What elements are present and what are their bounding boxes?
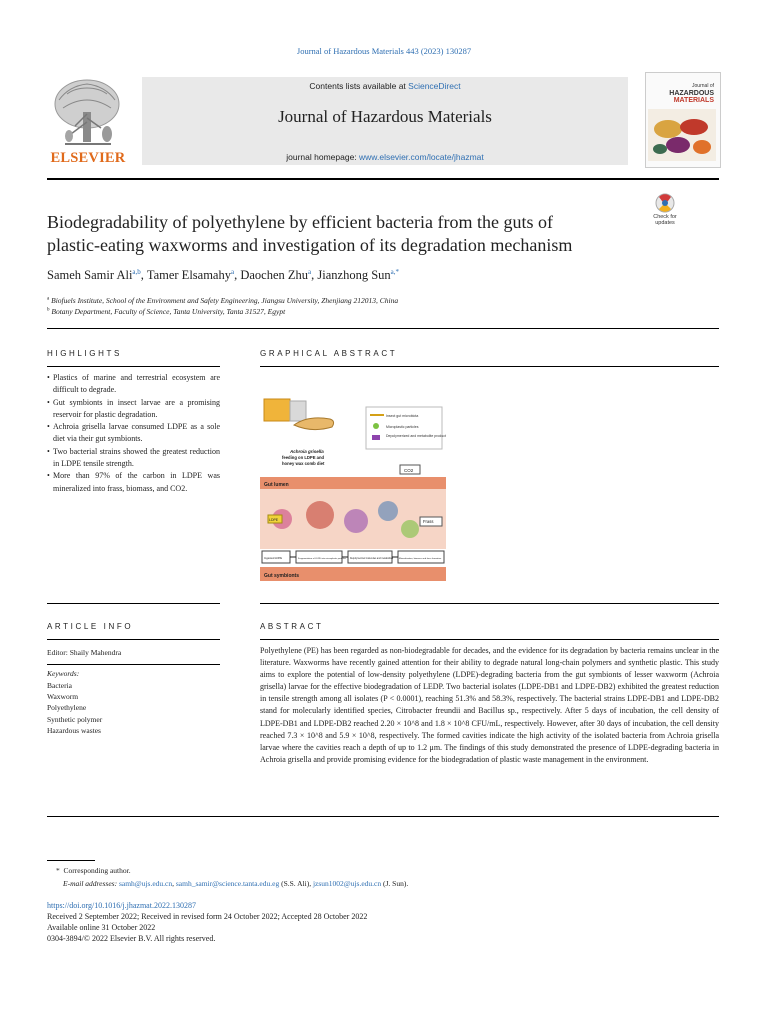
keyword: Polyethylene [47, 703, 87, 713]
footnote-rule [47, 860, 95, 861]
graphical-abstract-bottom-rule [260, 603, 719, 604]
ga-step-3: Depolymerized molecules and metabolites [350, 558, 394, 560]
article-frontmatter [47, 900, 367, 944]
header-rule [47, 178, 719, 180]
highlight-item: • Gut symbionts in insect larvae are a promising reservoir for plastic degradation. [47, 397, 220, 422]
keyword: Synthetic polymer [47, 714, 103, 724]
abstract-heading: ABSTRACT [260, 622, 324, 631]
available-online: Available online 31 October 2022 [47, 923, 156, 932]
keyword: Waxworm [47, 692, 79, 702]
cover-artwork [648, 109, 716, 161]
contents-line [142, 81, 628, 91]
homepage-line [142, 152, 628, 162]
received-dates: Received 2 September 2022; Received in revised form 24 October 2022; Accepted 28 October 2022 [47, 912, 368, 921]
article-title: Biodegradability of polyethylene by efficient bacteria from the guts of plastic-eating waxworms and investigation of its degradation mechanism [47, 212, 573, 255]
editor-rule [47, 664, 220, 665]
corresponding-author-note: * Corresponding author. [56, 866, 131, 875]
abstract-text: Polyethylene (PE) has been regarded as non-biodegradable for decades, and the evidence for its degradation by bacteria remains unclear in the literature. Waxworms have recently gained attention for their ability to degrade natural long-chain polymers and synthetic plastic. This study aims to explore the potential of low-density polyethylene (LDPE)-degrading bacteria from the gut symbionts of lesser waxworm (Achroia grisella) larvae for the effective biodegradation of LEDP. Two bacterial isolates (LDPE-DB1 and LDPE-DB2) exhibited the greatest reduction in tensile strength among all isolates (P < 0.0001), reaching 51.3% and 58.3%, respectively. The bacterial strains LDPE-DB1 and LDPE-DB2 stand for molecularly identified species, Citrobacter freundii and Bacillus sp., respectively. After 5 days of incubation, the cell density of LDPE-DB1 and LDPE-DB2 reached 2.20 × 10^8 and 1.8 × 10^8 CFU/mL, respectively. However, after 30 days of incubation, the cell density reached 7.3 × 10^8 and 5.9 × 10^8, respectively. The formed cavities indicate the high activity of the isolated bacteria from Achroia grisella larvae where the cavities reach a depth of up to 1.2 μm. The findings of this study demonstrated the presence of LDPE-degrading bacteria in Achroia grisella and provide promising evidence for the biodegradation of plastic waste management in the environment. [260, 646, 719, 764]
ga-ldpe: LDPE [269, 518, 279, 522]
copyright: 0304-3894/© 2022 Elsevier B.V. All rights reserved. [47, 934, 216, 943]
ga-larva-label-1: Achroia grisella [290, 449, 324, 454]
ga-legend-2: Microplastic particles [386, 425, 419, 429]
author-name[interactable]: Jianzhong Sun [317, 268, 391, 283]
author-list: Sameh Samir Ali$^{a,b}$, Tamer Elsamahy$^a$, Daochen Zhu$^a$, Jianzhong Sun$^{a,*}$ [47, 268, 400, 283]
highlights-list [47, 372, 220, 495]
email-link[interactable]: samh@ujs.edu.cn [118, 879, 173, 888]
ga-frass: Frass [423, 519, 434, 524]
ga-step-4: Mineralization, biomass and frass formation [399, 558, 442, 560]
author-name[interactable]: Daochen Zhu [240, 268, 309, 283]
journal-citation[interactable]: Journal of Hazardous Materials 443 (2023) 130287 [296, 46, 472, 56]
highlights-heading: HIGHLIGHTS [47, 349, 122, 358]
highlight-item: • Plastics of marine and terrestrial ecosystem are difficult to degrade. [47, 372, 220, 397]
graphical-abstract-heading: GRAPHICAL ABSTRACT [260, 349, 398, 358]
email-link[interactable]: jzsun1002@ujs.edu.cn [312, 879, 382, 888]
email-addresses: E-mail addresses: samh@ujs.edu.cn, samh_samir@science.tanta.edu.eg (S.S. Ali), jzsun1002@ujs.edu.cn (J. Sun). [63, 879, 409, 888]
author-affiliation-mark[interactable]: a,b [132, 268, 141, 276]
article-info-heading: ARTICLE INFO [47, 622, 134, 631]
doi-link[interactable]: https://doi.org/10.1016/j.jhazmat.2022.130287 [47, 901, 196, 910]
email-link[interactable]: samh_samir@science.tanta.edu.eg [175, 879, 280, 888]
keyword: Hazardous wastes [47, 725, 101, 735]
keyword: Bacteria [47, 681, 72, 690]
keywords-list [47, 680, 102, 736]
journal-homepage-link[interactable]: www.elsevier.com/locate/jhazmat [359, 152, 484, 162]
journal-cover-thumbnail[interactable] [645, 72, 721, 168]
check-for-updates-label: Check for updates [653, 214, 677, 226]
contents-prefix: Contents lists available at [309, 81, 409, 91]
article-info-rule [47, 639, 220, 640]
highlight-item: • Achroia grisella larvae consumed LDPE as a sole diet via their gut symbionts. [47, 421, 220, 446]
ga-legend-3: Depolymerized and metabolite products [386, 434, 446, 438]
ga-gut-symbionts: Gut symbionts [264, 573, 300, 579]
author-affiliation-mark[interactable]: a [308, 268, 312, 276]
graphical-abstract-rule [260, 366, 719, 367]
elsevier-wordmark: ELSEVIER [50, 150, 126, 166]
affiliation-a: $^a$ Biofuels Institute, School of the Environment and Safety Engineering, Jiangsu University, Zhenjiang 212013, China [47, 296, 399, 305]
ga-gut-lumen: Gut lumen [264, 482, 289, 488]
editor-line: Editor: Shaily Mahendra [47, 648, 122, 657]
keywords-heading: Keywords: [47, 669, 80, 678]
abstract-bottom-rule [47, 816, 719, 817]
highlight-item: • Two bacterial strains showed the greatest reduction in LDPE tensile strength. [47, 446, 220, 471]
ga-step-2: Fragmentation of LDPE into microplastic particles [298, 558, 346, 560]
graphical-abstract-figure[interactable] [260, 395, 446, 590]
sciencedirect-link[interactable]: ScienceDirect [408, 81, 461, 91]
highlights-bottom-rule [47, 603, 220, 604]
author-affiliation-mark[interactable]: a [230, 268, 235, 276]
author-name[interactable]: Sameh Samir Ali [47, 268, 133, 283]
author-affiliation-mark[interactable]: a,* [390, 268, 400, 276]
ga-larva-label-2: feeding on LDPE and [282, 455, 325, 460]
ga-legend-1: Insect gut microbiota [386, 414, 419, 418]
cover-title: Journal of HAZARDOUS MATERIALS [669, 83, 714, 104]
abstract-rule [260, 639, 719, 640]
affiliation-b: $^b$ Botany Department, Faculty of Science, Tanta University, Tanta 31527, Egypt [47, 307, 286, 316]
author-name[interactable]: Tamer Elsamahy [146, 268, 231, 283]
journal-title: Journal of Hazardous Materials [278, 107, 492, 126]
ga-step-1: Ingested LDPE [264, 557, 283, 560]
ga-larva-label-3: honey wax comb diet [282, 461, 325, 466]
highlights-rule [47, 366, 220, 367]
affiliation-rule [47, 328, 719, 329]
homepage-label: journal homepage: [286, 152, 360, 162]
highlight-item: • More than 97% of the carbon in LDPE was mineralized into frass, biomass, and CO2. [47, 470, 220, 495]
ga-co2: CO2 [404, 468, 414, 473]
